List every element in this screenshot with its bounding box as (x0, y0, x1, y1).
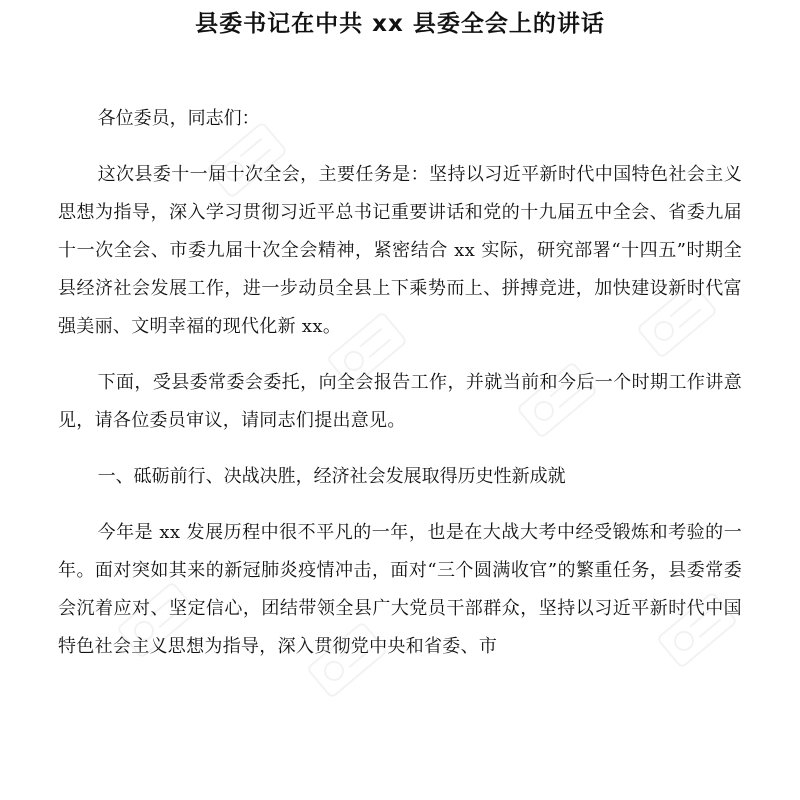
section-heading-1: 一、砥砺前行、决战决胜，经济社会发展取得历史性新成就 (97, 466, 566, 487)
paragraph-intro: 这次县委十一届十次全会，主要任务是：坚持以习近平新时代中国特色社会主义思想为指导，深入学习贯彻习近平总书记重要讲话和党的十九届五中全会、省委九届十一次全会、市委九届十次全会精神，紧密结合 xx 实际，研究部署“十四五”时期全县经济社会发展工作，进一步动员全县上下乘势而上、拼搏竞进，加快建设新时代富强美丽、文明幸福的现代化新 xx。 (58, 164, 742, 337)
paragraph-report: 下面，受县委常委会委托，向全会报告工作，并就当前和今后一个时期工作讲意见，请各位委员审议，请同志们提出意见。 (58, 372, 742, 431)
salutation: 各位委员，同志们： (97, 108, 260, 129)
paragraph-year-review: 今年是 xx 发展历程中很不平凡的一年，也是在大战大考中经受锻炼和考验的一年。面对突如其来的新冠肺炎疫情冲击，面对“三个圆满收官”的繁重任务，县委常委会沉着应对、坚定信心，团结带领全县广大党员干部群众，坚持以习近平新时代中国特色社会主义思想为指导，深入贯彻党中央和省委、市 (58, 522, 742, 657)
document-title: 县委书记在中共 xx 县委全会上的讲话 (195, 11, 605, 37)
